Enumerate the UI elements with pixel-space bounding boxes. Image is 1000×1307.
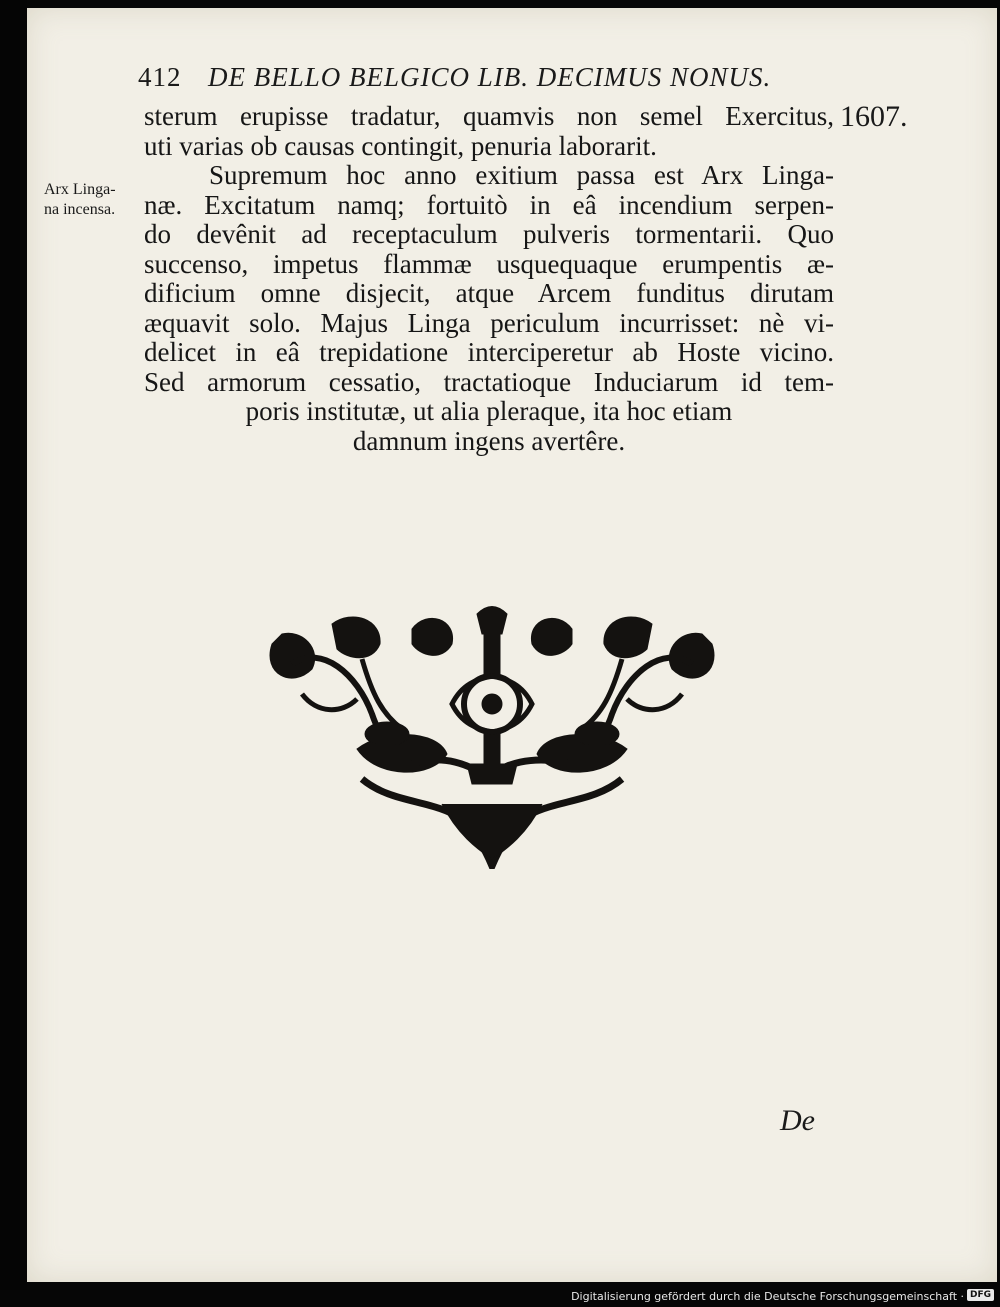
text-line: poris institutæ, ut alia pleraque, ita hoc etiam <box>245 396 733 426</box>
catchword: De <box>780 1104 815 1137</box>
margin-note <box>44 180 139 220</box>
scan-border <box>0 0 27 1290</box>
dfg-logo: DFG <box>967 1289 994 1301</box>
text-line: næ. Excitatum namq; fortuitò in eâ incendium serpen- <box>144 189 834 220</box>
floral-tailpiece-ornament-icon <box>262 604 722 869</box>
text-line: damnum ingens avertêre. <box>352 425 626 456</box>
text-line: Sed armorum cessatio, tractatioque Induciarum id tem- <box>144 366 834 397</box>
running-header <box>138 62 918 93</box>
digitization-credit: Digitalisierung gefördert durch die Deutsche Forschungsgemeinschaft · <box>571 1290 964 1303</box>
text-line: æquavit solo. Majus Linga periculum incurrisset: nè vi- <box>144 307 834 338</box>
text-line: succenso, impetus flammæ usquequaque erumpentis æ- <box>144 248 834 279</box>
margin-year: 1607. <box>840 100 908 133</box>
running-title: DE BELLO BELGICO LIB. DECIMUS NONUS. <box>208 62 772 92</box>
body-text <box>144 102 834 456</box>
text-line: sterum erupisse tradatur, quamvis non semel Exercitus, <box>144 101 834 131</box>
text-line: delicet in eâ trepidatione interciperetur ab Hoste vicino. <box>144 337 834 367</box>
page-number: 412 <box>138 62 182 92</box>
margin-note-line: Arx Linga- <box>44 181 116 198</box>
text-line: do devênit ad receptaculum pulveris tormentarii. Quo <box>144 219 834 249</box>
text-line: Supremum hoc anno exitium passa est Arx Linga- <box>209 160 834 190</box>
text-line: uti varias ob causas contingit, penuria laborarit. <box>144 130 657 161</box>
margin-note-line: na incensa. <box>44 201 116 218</box>
text-line: dificium omne disjecit, atque Arcem funditus dirutam <box>144 278 834 308</box>
